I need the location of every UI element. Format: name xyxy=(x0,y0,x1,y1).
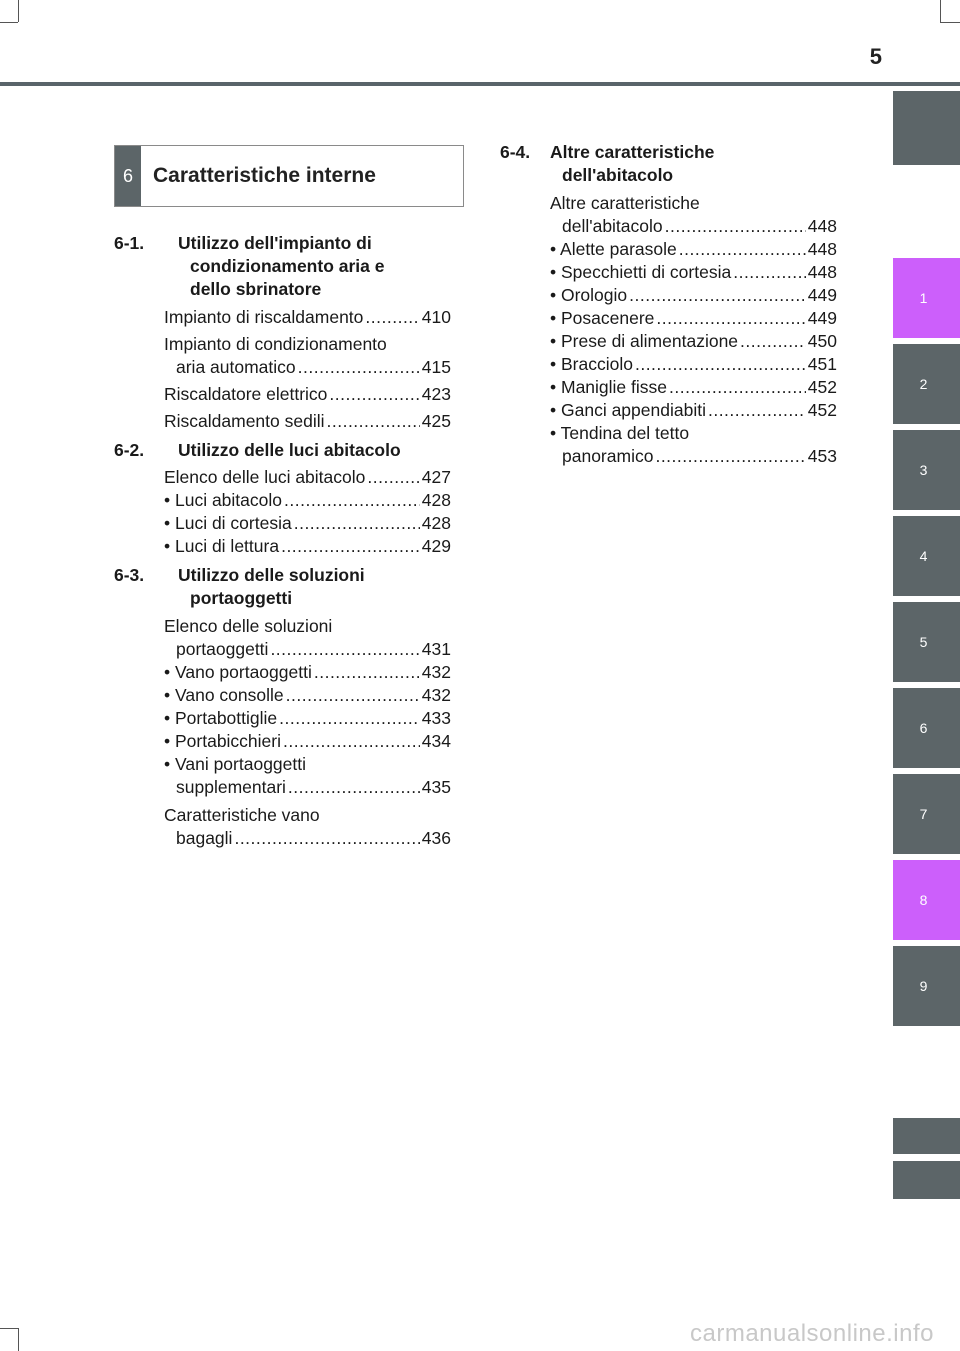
toc-entry[interactable]: • Ganci appendiabiti ..... 452 xyxy=(550,399,837,422)
toc-entry[interactable]: Altre caratteristiche dell'abitacolo ..... 448 xyxy=(550,192,837,238)
toc-entry[interactable]: Impianto di riscaldamento ..... 410 xyxy=(164,306,451,329)
side-tab-8[interactable]: 8 xyxy=(893,860,960,940)
toc-section-6-1[interactable] xyxy=(114,232,451,301)
watermark: carmanualsonline.info xyxy=(690,1320,934,1347)
toc-section-title: Altre caratteristiche xyxy=(550,142,715,162)
toc-left-column xyxy=(114,232,451,850)
toc-entry[interactable]: • Tendina del tetto panoramico ..... 453 xyxy=(550,422,837,468)
toc-entry[interactable]: • Specchietti di cortesia ..... 448 xyxy=(550,261,837,284)
toc-entry[interactable]: • Luci di lettura ..... 429 xyxy=(164,535,451,558)
side-tab-index[interactable] xyxy=(893,1118,960,1154)
toc-entry[interactable]: • Alette parasole ..... 448 xyxy=(550,238,837,261)
page-number: 5 xyxy=(869,44,882,69)
toc-section-title: dell'abitacolo xyxy=(562,165,674,185)
toc-entry[interactable]: • Maniglie fisse ..... 452 xyxy=(550,376,837,399)
side-tab-appendix[interactable] xyxy=(893,1161,960,1199)
side-tab-5[interactable]: 5 xyxy=(893,602,960,682)
toc-section-title: dello sbrinatore xyxy=(190,279,322,299)
toc-entry[interactable]: Impianto di condizionamento aria automatico ..... 415 xyxy=(164,333,451,379)
crop-mark xyxy=(18,0,19,22)
section-header xyxy=(114,145,464,207)
section-title: Caratteristiche interne xyxy=(153,164,376,187)
header-rule xyxy=(0,82,960,86)
side-tab[interactable] xyxy=(893,91,960,165)
toc-entry[interactable]: • Luci abitacolo ..... 428 xyxy=(164,489,451,512)
toc-entry[interactable]: Caratteristiche vano bagagli ..... 436 xyxy=(164,804,451,850)
crop-mark xyxy=(18,1328,19,1351)
toc-section-6-4[interactable] xyxy=(500,141,837,187)
toc-entry[interactable]: • Prese di alimentazione ..... 450 xyxy=(550,330,837,353)
toc-entry[interactable]: • Vano consolle ..... 432 xyxy=(164,684,451,707)
toc-entry[interactable]: • Portabottiglie ..... 433 xyxy=(164,707,451,730)
side-tab-1[interactable]: 1 xyxy=(893,258,960,338)
crop-mark xyxy=(0,1328,18,1329)
toc-section-number: 6-2. xyxy=(114,440,145,460)
toc-right-column xyxy=(500,141,837,468)
toc-section-title: Utilizzo delle luci abitacolo xyxy=(178,440,401,460)
toc-section-title: Utilizzo delle soluzioni xyxy=(178,565,365,585)
side-tab-3[interactable]: 3 xyxy=(893,430,960,510)
side-tab-7[interactable]: 7 xyxy=(893,774,960,854)
crop-mark xyxy=(940,22,960,23)
toc-section-6-3[interactable] xyxy=(114,564,451,610)
toc-entry[interactable]: • Orologio ..... 449 xyxy=(550,284,837,307)
toc-entry[interactable]: • Luci di cortesia ..... 428 xyxy=(164,512,451,535)
toc-section-6-2[interactable] xyxy=(114,439,451,462)
toc-entry[interactable]: • Vani portaoggetti supplementari ..... 435 xyxy=(164,753,451,799)
toc-section-number: 6-1. xyxy=(114,233,145,253)
toc-entry[interactable]: Elenco delle luci abitacolo ..... 427 xyxy=(164,466,451,489)
toc-entry[interactable]: • Vano portaoggetti ..... 432 xyxy=(164,661,451,684)
toc-section-number: 6-4. xyxy=(500,142,531,162)
toc-section-title: Utilizzo dell'impianto di xyxy=(178,233,372,253)
side-tab-4[interactable]: 4 xyxy=(893,516,960,596)
toc-entry[interactable]: Riscaldatore elettrico ..... 423 xyxy=(164,383,451,406)
toc-entry[interactable]: • Posacenere ..... 449 xyxy=(550,307,837,330)
toc-entry[interactable]: • Portabicchieri ..... 434 xyxy=(164,730,451,753)
toc-entry[interactable]: • Bracciolo ..... 451 xyxy=(550,353,837,376)
toc-entry[interactable]: Elenco delle soluzioni portaoggetti ..... 431 xyxy=(164,615,451,661)
crop-mark xyxy=(940,0,941,22)
toc-section-number: 6-3. xyxy=(114,565,145,585)
section-number: 6 xyxy=(115,146,141,206)
side-tab-2[interactable]: 2 xyxy=(893,344,960,424)
side-tab-9[interactable]: 9 xyxy=(893,946,960,1026)
toc-entry[interactable]: Riscaldamento sedili ..... 425 xyxy=(164,410,451,433)
side-tab-6[interactable]: 6 xyxy=(893,688,960,768)
crop-mark xyxy=(0,22,18,23)
toc-section-title: portaoggetti xyxy=(190,588,293,608)
toc-section-title: condizionamento aria e xyxy=(190,256,385,276)
